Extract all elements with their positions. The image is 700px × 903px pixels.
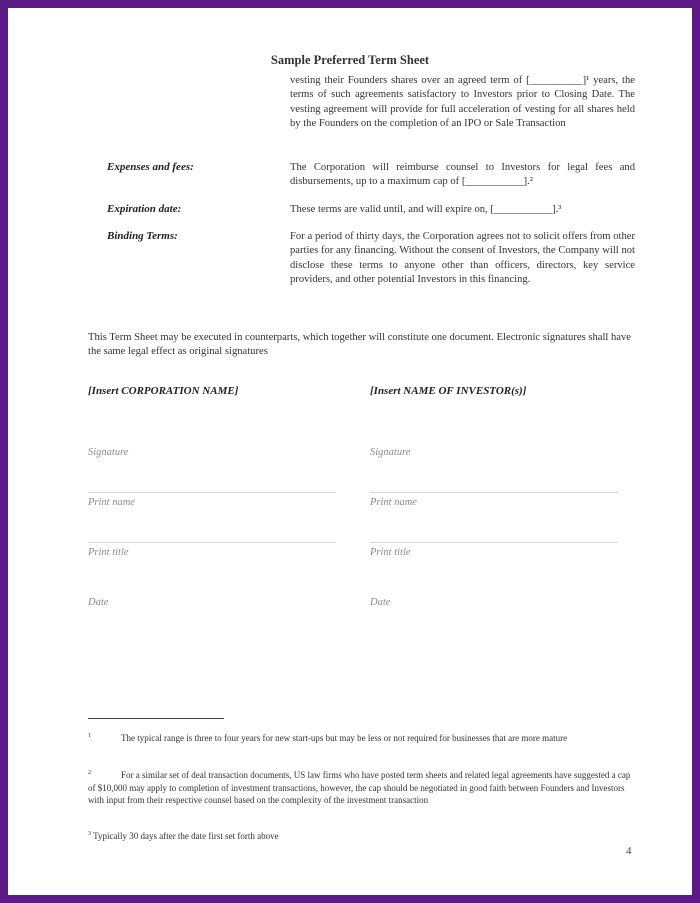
investor-print-name-label: Print name xyxy=(370,497,417,508)
corp-print-name-line[interactable] xyxy=(88,542,336,543)
corp-print-title-label: Print title xyxy=(88,547,129,558)
footnote-2-marker: 2 xyxy=(88,770,91,776)
investor-print-title-label: Print title xyxy=(370,547,411,558)
investor-print-name-line[interactable] xyxy=(370,542,618,543)
footnote-separator xyxy=(88,718,224,719)
footnote-3-marker: 3 xyxy=(88,831,91,837)
footnote-1-marker: 1 xyxy=(88,733,91,739)
footnote-1 xyxy=(88,730,633,745)
corp-print-name-label: Print name xyxy=(88,497,135,508)
vesting-continuation-text: vesting their Founders shares over an agreed term of [__________]¹ years, the terms of such agreements satisfactory to Investors prior to Closing Date. The vesting agreement will provide for full acceleration of vesting for all shares held by the Founders on the completion of an IPO or Sale Transaction xyxy=(290,75,635,129)
investor-date-label: Date xyxy=(370,597,391,608)
investor-signature-line[interactable] xyxy=(370,492,618,493)
document-page xyxy=(8,8,692,895)
corp-date-label: Date xyxy=(88,597,109,608)
footnote-1-text: The typical range is three to four years for new start-ups but may be less or not required for businesses that are more mature xyxy=(121,733,568,743)
footnote-2-text: For a similar set of deal transaction documents, US law firms who have posted term sheets and related legal agreements have suggested a cap of $10,000 may apply to completion of investment transactions, however, the cap should be negotiated in good faith between Founders and Investors with input from their respective counsel based on the complexity of the investment transaction xyxy=(88,770,631,805)
corporation-name-heading: [Insert CORPORATION NAME] xyxy=(88,385,239,397)
investor-signature-label: Signature xyxy=(370,447,411,458)
footnote-2 xyxy=(88,767,633,807)
binding-terms-text: For a period of thirty days, the Corporation agrees not to solicit offers from other parties for any financing. Without the consent of Investors, the Company will not disclose these terms to anyone other than officers, directors, key service providers, and other potential Investors in this financing. xyxy=(290,231,635,285)
footnote-3-text: Typically 30 days after the date first set forth above xyxy=(93,831,279,841)
corp-signature-line[interactable] xyxy=(88,492,336,493)
expiration-text: These terms are valid until, and will expire on, [___________].³ xyxy=(290,204,562,215)
document-title: Sample Preferred Term Sheet xyxy=(270,53,430,67)
expiration-label: Expiration date: xyxy=(107,203,182,215)
expenses-text: The Corporation will reimburse counsel to Investors for legal fees and disbursements, up to a maximum cap of [___________].² xyxy=(290,162,635,188)
binding-terms-label: Binding Terms: xyxy=(107,230,178,242)
footnote-3 xyxy=(88,828,633,843)
corp-signature-label: Signature xyxy=(88,447,129,458)
expenses-label: Expenses and fees: xyxy=(107,161,194,173)
page-number: 4 xyxy=(626,845,632,857)
closing-paragraph: This Term Sheet may be executed in counterparts, which together will constitute one document. Electronic signatures shall have the same legal effect as original signatures xyxy=(88,332,632,358)
investor-name-heading: [Insert NAME OF INVESTOR(s)] xyxy=(370,385,527,397)
